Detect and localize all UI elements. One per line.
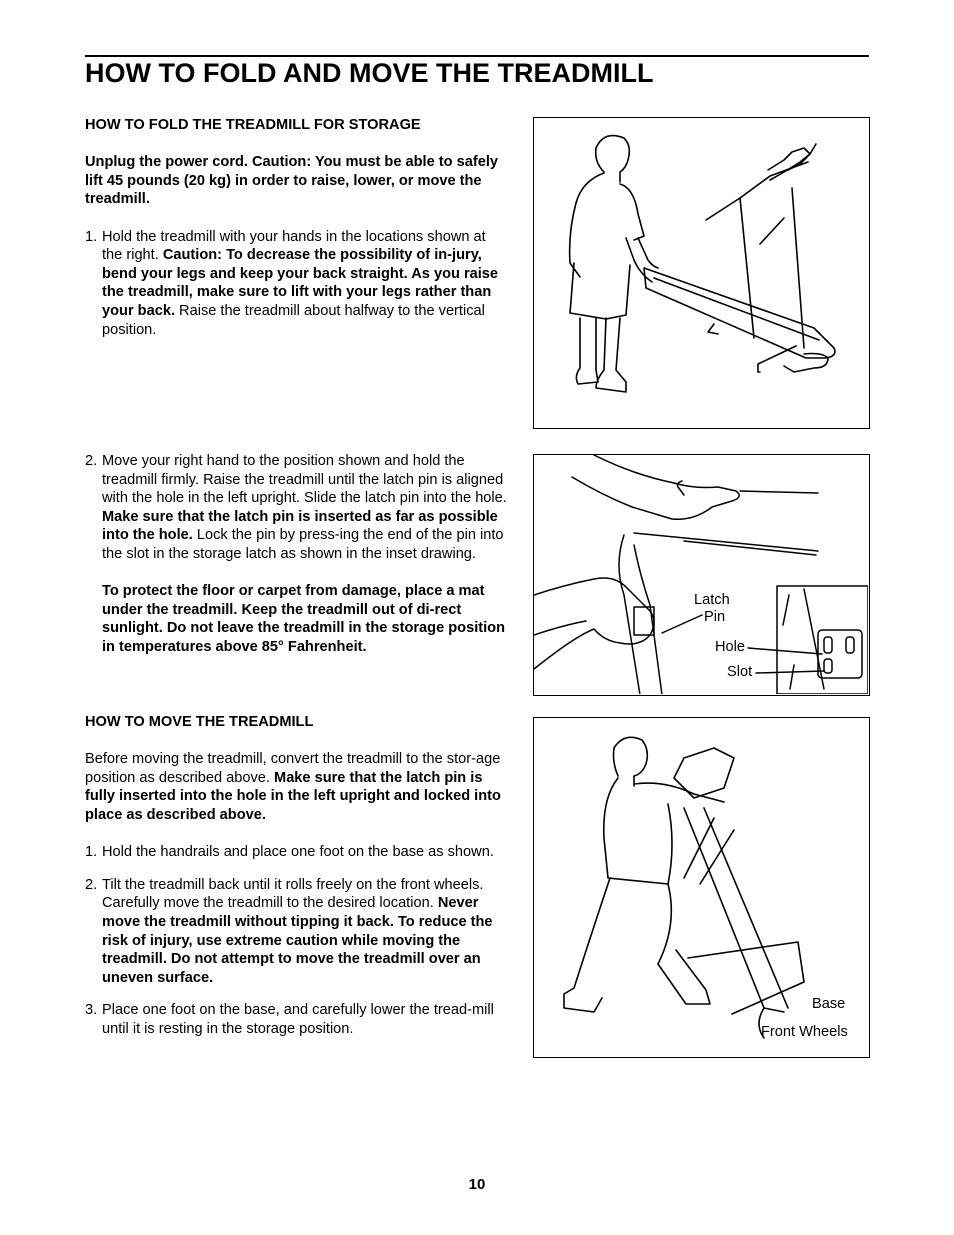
hole-label: Hole <box>715 639 746 655</box>
fold-step-1-text-b: Raise the treadmill about halfway to the vertical position. <box>102 302 485 338</box>
move-heading: HOW TO MOVE THE TREADMILL <box>85 714 314 730</box>
move-intro <box>85 750 510 824</box>
figure-lift-treadmill <box>533 117 870 429</box>
move-step-1-number: 1. <box>85 844 98 861</box>
move-step-1 <box>85 843 510 862</box>
fold-step-2-number: 2. <box>85 453 98 469</box>
front-wheels-label: Front Wheels <box>761 1024 848 1040</box>
lift-illustration <box>534 118 868 427</box>
fold-section <box>85 116 510 339</box>
slot-label: Slot <box>727 664 753 680</box>
fold-step-2-section <box>85 452 510 657</box>
move-intro-bold: Make sure that the latch pin is fully inserted into the hole in the left upright and locked into place as described above. <box>85 769 501 823</box>
fold-step-2 <box>85 452 510 564</box>
move-step-2-number: 2. <box>85 876 98 893</box>
page-title: HOW TO FOLD AND MOVE THE TREADMILL <box>85 58 654 88</box>
fold-step-1 <box>85 228 510 340</box>
latch-illustration <box>534 455 868 694</box>
move-step-1-text: Hold the handrails and place one foot on the base as shown. <box>102 844 494 861</box>
fold-step-1-number: 1. <box>85 228 98 245</box>
move-step-2 <box>85 876 510 988</box>
fold-protect-note: To protect the floor or carpet from damage, place a mat under the treadmill. Keep the treadmill out of di-rect sunlight. Do not leave the treadmill in the storage position in temperatures above 85° Fahrenheit. <box>102 583 505 655</box>
move-step-3-number: 3. <box>85 1002 98 1019</box>
move-step-2-bold: Never move the treadmill without tipping it back. To reduce the risk of injury, use extreme caution while moving the treadmill. Do not attempt to move the treadmill over an uneven surface. <box>102 895 493 986</box>
base-label: Base <box>812 996 846 1012</box>
figure-move-treadmill <box>533 717 870 1058</box>
fold-step-1-caution: Caution: To decrease the possibility of in-jury, bend your legs and keep your back straight. As you raise the treadmill, make sure to lift with your legs rather than your back. <box>102 247 499 319</box>
move-intro-text: Before moving the treadmill, convert the treadmill to the stor-age position as described above. <box>85 751 501 786</box>
fold-step-2-bold: Make sure that the latch pin is inserted as far as possible into the hole. <box>102 508 498 544</box>
latch-label-line-1: Latch <box>694 592 730 608</box>
fold-heading: HOW TO FOLD THE TREADMILL FOR STORAGE <box>85 117 421 133</box>
fold-step-2-text-b: Lock the pin by press-ing the end of the pin into the slot in the storage latch as shown in the inset drawing. <box>102 527 504 562</box>
move-step-3 <box>85 1001 510 1038</box>
fold-step-2-text-a: Move your right hand to the position shown and hold the treadmill firmly. Raise the treadmill until the latch pin is aligned with the hole in the left upright. Slide the latch pin into the hole. <box>102 453 507 507</box>
fold-warning: Unplug the power cord. Caution: You must be able to safely lift 45 pounds (20 kg) in order to raise, lower, or move the treadmill. <box>85 154 498 208</box>
page-number: 10 <box>468 1176 486 1193</box>
move-step-3-text: Place one foot on the base, and carefully lower the tread-mill until it is resting in the storage position. <box>102 1002 494 1037</box>
figure-latch-pin <box>533 454 870 696</box>
fold-step-1-text-a: Hold the treadmill with your hands in the locations shown at the right. <box>102 228 486 264</box>
latch-label-line-2: Pin <box>704 609 726 625</box>
move-step-2-text: Tilt the treadmill back until it rolls freely on the front wheels. Carefully move the treadmill to the desired location. <box>102 876 484 912</box>
move-section <box>85 713 510 1039</box>
